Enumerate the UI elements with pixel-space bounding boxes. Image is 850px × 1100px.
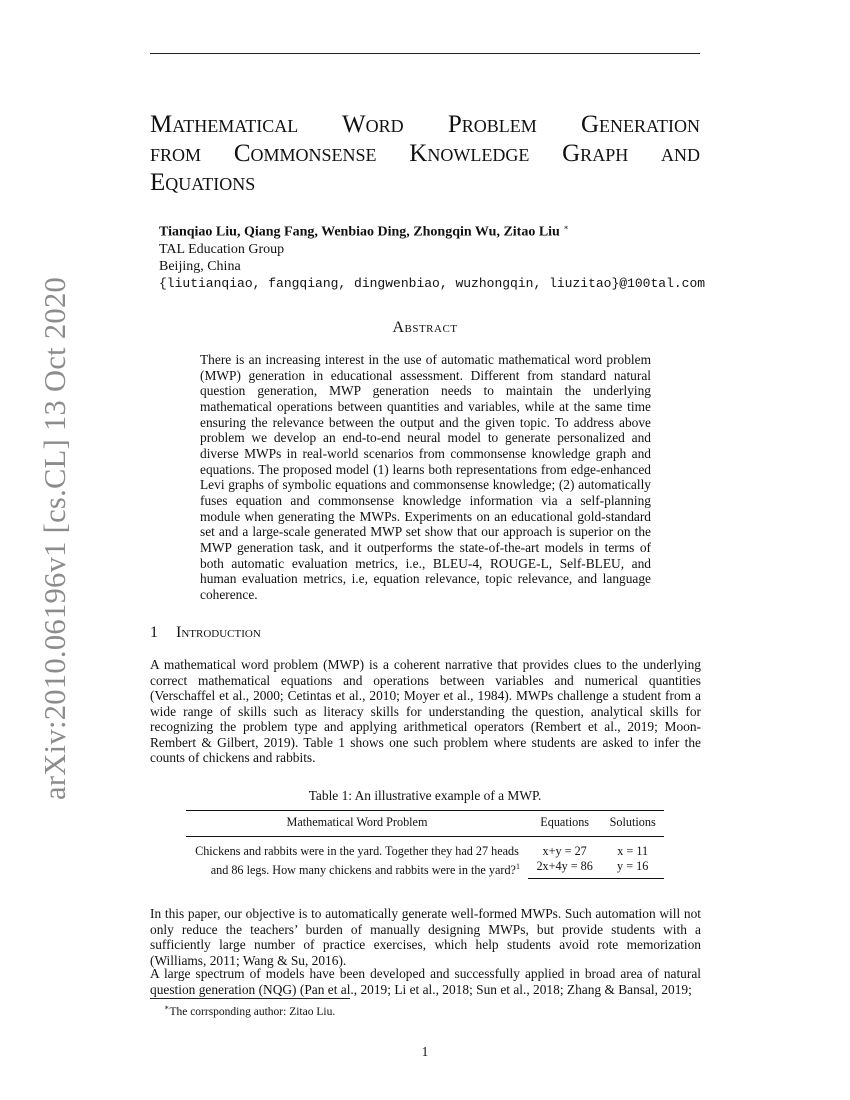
table-cell-problem [186, 837, 528, 879]
table-header-equations: Equations [528, 811, 601, 837]
table-header-problem: Mathematical Word Problem [186, 811, 528, 837]
top-rule [150, 53, 700, 54]
author-block [159, 219, 705, 292]
table-caption: Table 1: An illustrative example of a MWP. [308, 788, 542, 803]
problem-line-2-text: and 86 legs. How many chickens and rabbits were in the yard? [210, 863, 516, 878]
intro-paragraph-2: In this paper, our objective is to automatically generate well-formed MWPs. Such automation will not only reduce the teachers’ burden of manually designing MWPs, but provide students with a sufficiently large number of practice exercises, which help students avoid rote memorization (Williams, 2011; Wang & Su, 2016). [150, 906, 701, 968]
paper-title [150, 110, 700, 197]
table-cell-solution-2: y = 16 [601, 859, 664, 879]
footnote-text: The corrsponding author: Zitao Liu. [169, 1005, 336, 1018]
title-line-1: Mathematical Word Problem Generation [150, 111, 700, 138]
problem-footnote-marker[interactable]: 1 [515, 862, 520, 871]
problem-line-1: Chickens and rabbits were in the yard. Together they had 27 heads [195, 844, 519, 858]
arxiv-stamp[interactable]: arXiv:2010.06196v1 [cs.CL] 13 Oct 2020 [38, 276, 72, 800]
location: Beijing, China [159, 258, 241, 274]
author-footnote-marker[interactable]: ∗ [563, 223, 569, 232]
footnote [164, 1003, 335, 1018]
table-row [186, 837, 664, 860]
table-header-solutions: Solutions [601, 811, 664, 837]
intro-paragraph-3: A large spectrum of models have been developed and successfully applied in broad area of natural question generation (NQG) (Pan et al., 2019; Li et al., 2018; Sun et al., 2018; Zhang & Bansal, 2019; [150, 966, 701, 997]
affiliation: TAL Education Group [159, 241, 285, 257]
author-emails[interactable]: {liutianqiao, fangqiang, dingwenbiao, wuzhongqin, liuzitao}@100tal.com [159, 275, 706, 291]
table-cell-solution-1: x = 11 [617, 844, 649, 858]
table-cell-equation-2: 2x+4y = 86 [528, 859, 601, 879]
section-heading-introduction [150, 624, 261, 642]
section-number: 1 [150, 624, 158, 641]
footnote-marker: ∗ [164, 1003, 170, 1012]
abstract-text: There is an increasing interest in the use of automatic mathematical word problem (MWP) generation in educational assessment. Different from standard natural question generation, MWP generation needs to maintain the underlying mathematical operations between quantities and variables, while at the same time ensuring the relevance between the output and the given topic. To address above problem we develop an end-to-end neural model to generate personalized and diverse MWPs in real-world scenarios from commonsense knowledge graph and equations. The proposed model (1) learns both representations from edge-enhanced Levi graphs of symbolic equations and commonsense knowledge; (2) automatically fuses equation and commonsense knowledge information via a self-planning module when generating the MWPs. Experiments on an educational gold-standard set and a large-scale generated MWP set show that our approach is superior on the MWP generation task, and it outperforms the state-of-the-art models in terms of both automatic evaluation metrics, i.e., BLEU-4, ROUGE-L, Self-BLEU, and human evaluation metrics, i.e, equation relevance, topic relevance, and language coherence. [200, 352, 651, 602]
table-cell-equation-1: x+y = 27 [542, 844, 587, 858]
page-number: 1 [421, 1044, 429, 1059]
intro-paragraph-1: A mathematical word problem (MWP) is a coherent narrative that provides clues to the underlying correct mathematical equations and operations between variables and numerical quantities (Verschaffel et al., 2000; Cetintas et al., 2010; Moyer et al., 1984). MWPs challenge a student from a wide range of skills such as literacy skills for understanding the question, analytical skills for recognizing the problem type and applying arithmetical operators (Rembert et al., 2019; Moon-Rembert & Gilbert, 2019). Table 1 shows one such problem where students are asked to infer the counts of chickens and rabbits. [150, 657, 701, 765]
abstract-heading: Abstract [392, 319, 458, 336]
problem-line-2 [190, 859, 524, 878]
section-title: Introduction [176, 624, 261, 641]
title-line-2: from Commonsense Knowledge Graph and [150, 140, 700, 167]
table-header-row [186, 811, 664, 837]
author-names: Tianqiao Liu, Qiang Fang, Wenbiao Ding, Zhongqin Wu, Zitao Liu [159, 224, 560, 240]
mwp-example-table [186, 810, 664, 879]
title-line-3: Equations [150, 169, 256, 196]
footnote-rule [150, 998, 350, 999]
